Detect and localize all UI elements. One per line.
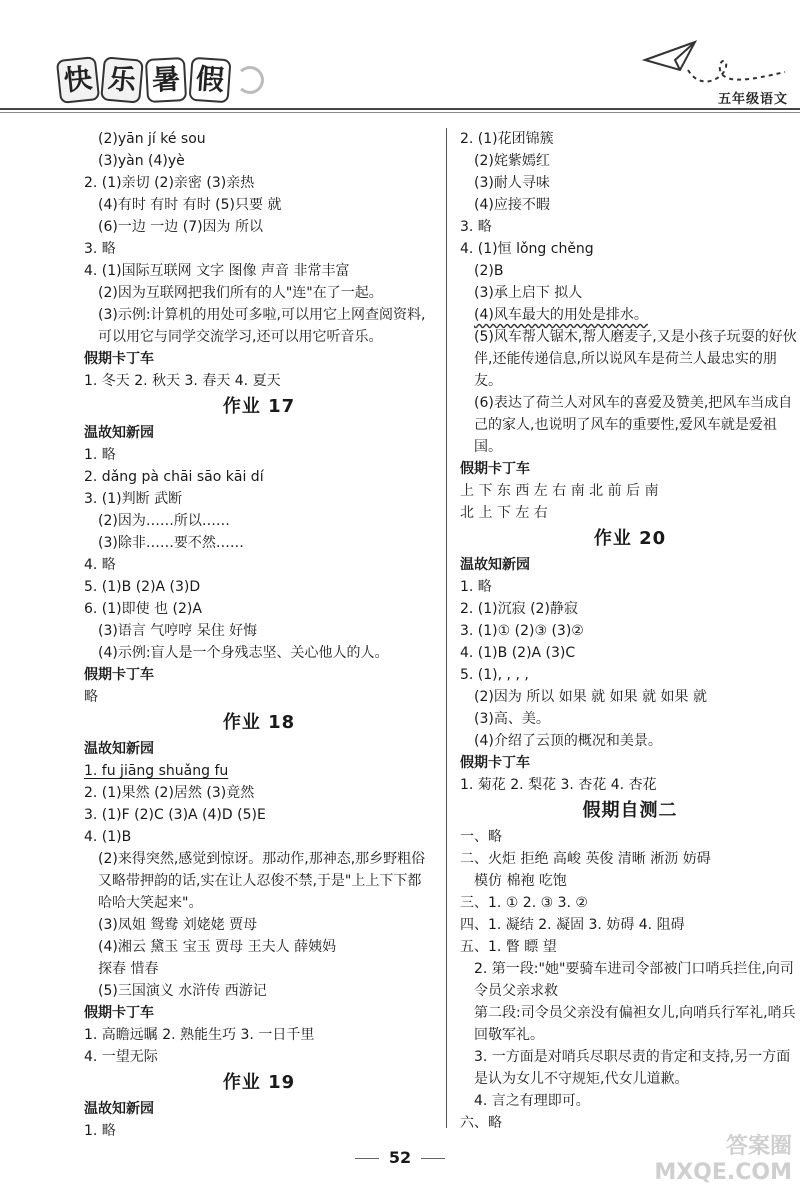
answer-line: 6. (1)即使 也 (2)A bbox=[84, 601, 202, 617]
answer-line: (6)表达了荷兰人对风车的喜爱及赞美,把风车当成自己的家人,也说明了风车的重要性,爱风车就是爱祖国。 bbox=[474, 395, 793, 455]
answer-line: 3. (1)F (2)C (3)A (4)D (5)E bbox=[84, 807, 266, 823]
swirl-icon bbox=[236, 66, 264, 94]
subsection-label: 假期卡丁车 bbox=[84, 667, 154, 683]
answer-line: 4. (1)恒 lǒng chěng bbox=[460, 241, 594, 257]
answer-line: 2. (1)沉寂 (2)静寂 bbox=[460, 601, 578, 617]
watermark-line: 答案圈 bbox=[725, 1134, 792, 1159]
answer-line: 1. fu jiāng shuǎng fu bbox=[84, 763, 229, 779]
answer-line: 模仿 棉袍 吃饱 bbox=[474, 873, 567, 889]
answer-line: 4. 言之有理即可。 bbox=[474, 1093, 590, 1109]
section-heading: 作业 19 bbox=[222, 1072, 296, 1093]
answer-line: 3. (1)① (2)③ (3)② bbox=[460, 623, 584, 639]
answer-line: (2)因为互联网把我们所有的人"连"在了一起。 bbox=[98, 285, 383, 301]
answer-line: (5)风车帮人锯木,帮人磨麦子,又是小孩子玩耍的好伙伴,还能传递信息,所以说风车是荷兰人最忠实的朋友。 bbox=[474, 329, 797, 389]
answer-line: (5)三国演义 水浒传 西游记 bbox=[98, 983, 267, 999]
answer-line: 4. 一望无际 bbox=[84, 1049, 158, 1065]
answer-line: 1. 冬天 2. 秋天 3. 春天 4. 夏天 bbox=[84, 373, 281, 389]
answer-line: (2)因为 所以 如果 就 如果 就 如果 就 bbox=[474, 689, 707, 705]
answer-line: 二、火炬 拒绝 高峻 英俊 清晰 淅沥 妨碍 bbox=[460, 851, 711, 867]
answer-line: 北 上 下 左 右 bbox=[460, 505, 548, 521]
answer-line: (3)高、美。 bbox=[474, 711, 550, 727]
answer-line: (4)应接不暇 bbox=[474, 197, 550, 213]
header-divider-thin bbox=[0, 112, 800, 113]
answer-line: 4. (1)B (2)A (3)C bbox=[460, 645, 576, 661]
answer-line: 探春 惜春 bbox=[98, 961, 159, 977]
section-heading: 假期自测二 bbox=[582, 800, 678, 821]
page-header bbox=[0, 0, 800, 112]
answer-line: (3)示例:计算机的用处可多啦,可以用它上网查阅资料,可以用它与同学交流学习,还可以用它听音乐。 bbox=[98, 307, 426, 345]
section-heading: 作业 17 bbox=[222, 396, 296, 417]
answer-line: (3)凤姐 鸳鸯 刘姥姥 贾母 bbox=[98, 917, 258, 933]
answer-line: 2. (1)亲切 (2)亲密 (3)亲热 bbox=[84, 175, 255, 191]
answer-line: 六、略 bbox=[460, 1115, 502, 1131]
subsection-label: 假期卡丁车 bbox=[460, 755, 530, 771]
answer-line: 四、1. 凝结 2. 凝固 3. 妨碍 4. 阻碍 bbox=[460, 917, 685, 933]
page-number: 52 bbox=[388, 1148, 412, 1167]
watermark bbox=[642, 1134, 792, 1194]
subsection-label: 假期卡丁车 bbox=[84, 351, 154, 367]
answer-line: 1. 高瞻远瞩 2. 熟能生巧 3. 一日千里 bbox=[84, 1027, 315, 1043]
answer-line: 一、略 bbox=[460, 829, 502, 845]
answer-line: 5. (1)B (2)A (3)D bbox=[84, 579, 201, 595]
answer-line: 1. 菊花 2. 梨花 3. 杏花 4. 杏花 bbox=[460, 777, 657, 793]
answer-line: (3)yàn (4)yè bbox=[98, 153, 185, 169]
answer-line: 4. (1)国际互联网 文字 图像 声音 非常丰富 bbox=[84, 263, 350, 279]
answer-line: 2. 第一段:"她"要骑车进司令部被门口哨兵拦住,向司令员父亲求救 bbox=[474, 961, 794, 999]
answer-line: 2. (1)果然 (2)居然 (3)竟然 bbox=[84, 785, 255, 801]
answer-line: 5. (1), , , , bbox=[460, 667, 529, 683]
logo-char: 快 bbox=[56, 56, 100, 104]
answer-line: 2. (1)花团锦簇 bbox=[460, 131, 554, 147]
answer-line: 3. 略 bbox=[460, 219, 492, 235]
answer-line: (4)示例:盲人是一个身残志坚、关心他人的人。 bbox=[98, 645, 389, 661]
subsection-label: 温故知新园 bbox=[84, 425, 154, 441]
logo-char: 假 bbox=[189, 57, 232, 104]
answer-line: (3)承上启下 拟人 bbox=[474, 285, 583, 301]
answer-line: (2)yān jí ké sou bbox=[98, 131, 206, 147]
answer-line: 1. 略 bbox=[84, 447, 116, 463]
column-divider bbox=[446, 128, 447, 1128]
subsection-label: 温故知新园 bbox=[84, 741, 154, 757]
answer-line: (2)姹紫嫣红 bbox=[474, 153, 550, 169]
grade-label: 五年级语文 bbox=[717, 92, 788, 107]
logo-char: 暑 bbox=[145, 57, 187, 103]
answer-line: 三、1. ① 2. ③ 3. ② bbox=[460, 895, 588, 911]
answer-line: (4)湘云 黛玉 宝玉 贾母 王夫人 薛姨妈 bbox=[98, 939, 337, 955]
answer-line: (4)介绍了云顶的概况和美景。 bbox=[474, 733, 662, 749]
answer-line: 3. (1)判断 武断 bbox=[84, 491, 183, 507]
answer-line: 2. dǎng pà chāi sāo kāi dí bbox=[84, 469, 264, 485]
logo-char: 乐 bbox=[100, 56, 144, 103]
answer-line: (3)语言 气哼哼 呆住 好悔 bbox=[98, 623, 258, 639]
answer-line: (6)一边 一边 (7)因为 所以 bbox=[98, 219, 264, 235]
answer-line: (4)有时 有时 有时 (5)只要 就 bbox=[98, 197, 282, 213]
answer-column-left bbox=[84, 128, 434, 1142]
footer-dash bbox=[355, 1158, 379, 1159]
subsection-label: 温故知新园 bbox=[460, 557, 530, 573]
answer-line: (2)来得突然,感觉到惊讶。那动作,那神态,那乡野粗俗又略带押韵的话,实在让人忍俊不禁,于是"上上下下都哈哈大笑起来"。 bbox=[98, 851, 426, 911]
answer-line: 3. 略 bbox=[84, 241, 116, 257]
answer-line: 1. 略 bbox=[460, 579, 492, 595]
subsection-label: 温故知新园 bbox=[84, 1101, 154, 1117]
section-heading: 作业 18 bbox=[222, 712, 296, 733]
answer-line: 4. (1)B bbox=[84, 829, 132, 845]
footer-dash bbox=[421, 1158, 445, 1159]
answer-line: 第二段:司令员父亲没有偏袒女儿,向哨兵行军礼,哨兵回敬军礼。 bbox=[474, 1005, 796, 1043]
header-divider bbox=[0, 108, 800, 110]
answer-line: 五、1. 瞥 瞟 望 bbox=[460, 939, 557, 955]
book-logo bbox=[58, 58, 264, 102]
subsection-label: 假期卡丁车 bbox=[460, 461, 530, 477]
answer-column-right bbox=[460, 128, 800, 1134]
answer-line: (3)除非……要不然…… bbox=[98, 535, 244, 551]
answer-line: 1. 略 bbox=[84, 1123, 116, 1139]
answer-line: (2)B bbox=[474, 263, 504, 279]
answer-line: (4)风车最大的用处是排水。 bbox=[474, 307, 648, 323]
answer-line: 3. 一方面是对哨兵尽职尽责的肯定和支持,另一方面是认为女儿不守规矩,代女儿道歉。 bbox=[474, 1049, 791, 1087]
answer-line: (2)因为……所以…… bbox=[98, 513, 230, 529]
watermark-line: MXQE.COM bbox=[654, 1160, 792, 1185]
section-heading: 作业 20 bbox=[593, 528, 667, 549]
answer-line: 4. 略 bbox=[84, 557, 116, 573]
subsection-label: 假期卡丁车 bbox=[84, 1005, 154, 1021]
answer-line: 上 下 东 西 左 右 南 北 前 后 南 bbox=[460, 483, 659, 499]
answer-line: (3)耐人寻味 bbox=[474, 175, 550, 191]
answer-line: 略 bbox=[84, 689, 98, 705]
